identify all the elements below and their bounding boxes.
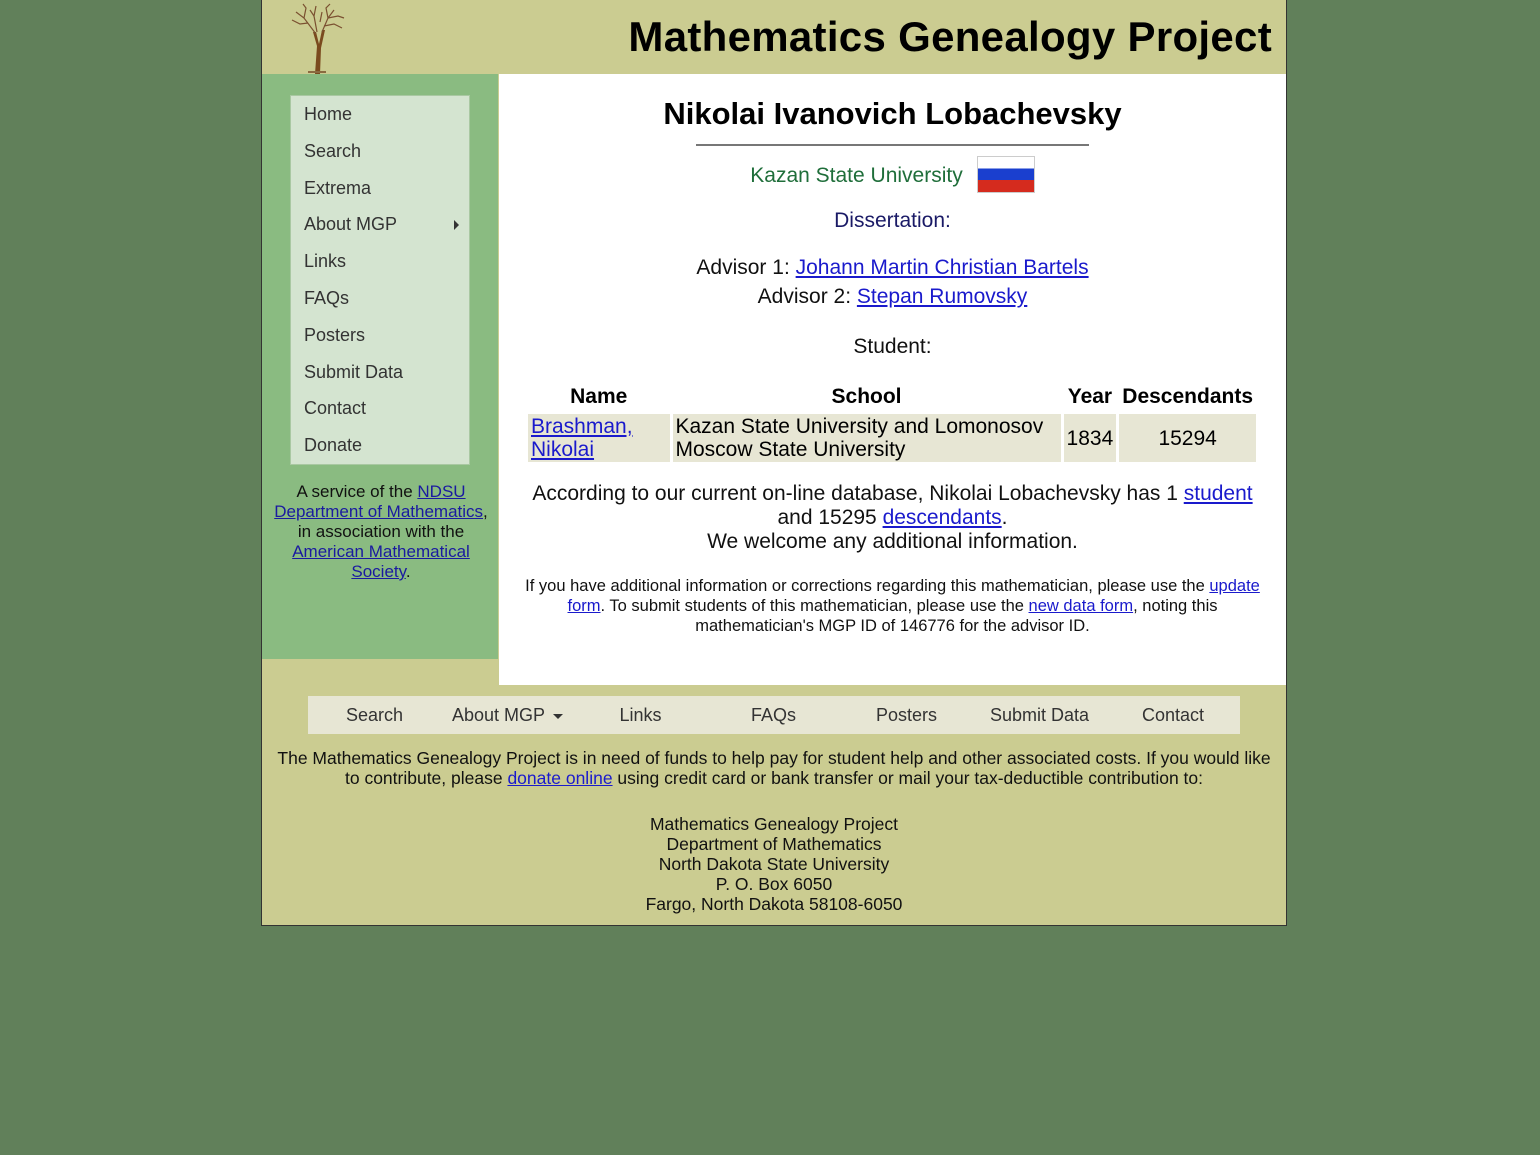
summary-text (519, 482, 1266, 554)
advisor-1-link[interactable]: Johann Martin Christian Bartels (795, 256, 1089, 279)
advisor-2-link[interactable]: Stepan Rumovsky (856, 285, 1028, 308)
sidebar-item-label: Home (304, 104, 353, 124)
column-header-descendants: Descendants (1122, 385, 1253, 408)
sidebar-item-label: Links (304, 251, 347, 272)
school-line (499, 160, 1286, 193)
funds-text-1: The Mathematics Genealogy Project is in need of funds to help pay for student help and other associated costs. If you would like to contribute, please (277, 748, 1271, 788)
sidebar-item-posters[interactable] (291, 317, 469, 354)
sidebar-item-extrema[interactable] (291, 170, 469, 207)
summary-text-2: and 15295 (777, 506, 883, 529)
footer-nav-posters[interactable] (840, 696, 973, 734)
russia-flag-icon (977, 156, 1035, 193)
footer-nav-about-mgp[interactable] (441, 696, 574, 734)
sidebar-item-label: Donate (304, 435, 363, 456)
note-text-3: , noting this mathematician's MGP ID of 146776 for the advisor ID. (695, 597, 1218, 635)
update-form-link[interactable]: update form (567, 577, 1260, 615)
site-title: Mathematics Genealogy Project (628, 13, 1272, 60)
table-header-row (528, 383, 1256, 411)
student-heading: Student: (853, 335, 932, 358)
sidebar-item-search[interactable] (291, 133, 469, 170)
mailing-address (262, 814, 1286, 914)
advisor-2 (499, 285, 1286, 309)
footer-nav-links[interactable] (574, 696, 707, 734)
student-descendants-cell: 15294 (1119, 414, 1256, 462)
advisor-2-label: Advisor 2: (757, 285, 857, 308)
sidebar-item-label: Extrema (304, 177, 372, 198)
sidebar-menu (290, 95, 470, 465)
footer-nav-label: Submit Data (989, 705, 1090, 725)
student-link[interactable]: Brashman, Nikolai (531, 415, 633, 461)
sidebar-item-label: Posters (304, 324, 366, 345)
sidebar-item-about-mgp[interactable] (291, 206, 469, 243)
column-header-year: Year (1067, 385, 1113, 408)
advisor-1 (499, 256, 1286, 280)
ams-link[interactable]: American Mathematical Society (292, 542, 470, 581)
caret-right-icon (454, 220, 459, 230)
sidebar-item-home[interactable] (291, 96, 469, 133)
caret-down-icon (553, 714, 563, 719)
sidebar-item-faqs[interactable] (291, 280, 469, 317)
donate-online-link[interactable]: donate online (507, 768, 613, 788)
service-middle: , in association with the (297, 502, 488, 541)
footer-nav-label: Contact (1141, 705, 1205, 725)
footer-nav-label: FAQs (750, 705, 796, 725)
dissertation-label: Dissertation: (834, 209, 951, 232)
student-school-cell: Kazan State University and Lomonosov Moscow State University (673, 414, 1061, 462)
footer-nav-search[interactable] (308, 696, 441, 734)
sidebar-item-donate[interactable] (291, 427, 469, 464)
name-divider (696, 144, 1089, 146)
footer-nav-contact[interactable] (1106, 696, 1240, 734)
footer-nav-label: Links (619, 705, 662, 725)
footer-nav (308, 696, 1240, 734)
advisor-1-label: Advisor 1: (696, 256, 796, 279)
sidebar-item-label: About MGP (304, 214, 398, 235)
summary-text-3: . (1001, 506, 1008, 529)
student-count-link[interactable]: student (1183, 482, 1253, 505)
ndsu-math-link[interactable]: NDSU Department of Mathematics (274, 482, 484, 521)
students-table (525, 380, 1259, 465)
summary-text-1: According to our current on-line database, Nikolai Lobachevsky has 1 (532, 482, 1184, 505)
footer-nav-faqs[interactable] (707, 696, 840, 734)
funds-note (272, 748, 1276, 788)
address-line: Mathematics Genealogy Project (649, 814, 899, 834)
address-line: Fargo, North Dakota 58108-6050 (645, 894, 903, 914)
address-line: Department of Mathematics (666, 834, 882, 854)
sidebar-item-submit-data[interactable] (291, 354, 469, 391)
sidebar-item-links[interactable] (291, 243, 469, 280)
tree-logo-icon[interactable] (286, 2, 348, 74)
update-note (519, 576, 1266, 636)
service-prefix: A service of the (296, 482, 418, 501)
page-container (261, 0, 1287, 926)
student-name-cell (528, 414, 670, 462)
sidebar-item-label: Submit Data (304, 361, 404, 382)
sidebar-item-label: Contact (304, 398, 367, 419)
student-year-cell: 1834 (1064, 414, 1117, 462)
footer-nav-submit-data[interactable] (973, 696, 1106, 734)
descendants-link[interactable]: descendants (882, 506, 1002, 529)
note-text-2: . To submit students of this mathematician, please use the (600, 597, 1029, 615)
service-note (270, 482, 492, 582)
footer-nav-label: Search (345, 705, 404, 725)
footer-nav-label: About MGP (451, 705, 546, 725)
column-header-name: Name (570, 385, 628, 408)
sidebar-item-label: FAQs (304, 287, 350, 308)
column-header-school: School (831, 385, 902, 408)
sidebar-item-label: Search (304, 140, 362, 161)
address-line: P. O. Box 6050 (715, 874, 833, 894)
funds-text-2: using credit card or bank transfer or mail your tax-deductible contribution to: (612, 768, 1203, 788)
main-content (499, 74, 1286, 685)
sidebar-item-contact[interactable] (291, 390, 469, 427)
school-name: Kazan State University (750, 164, 963, 188)
welcome-text: We welcome any additional information. (707, 530, 1078, 553)
footer-nav-label: Posters (875, 705, 938, 725)
mathematician-name: Nikolai Ivanovich Lobachevsky (663, 96, 1122, 131)
service-suffix: . (405, 562, 411, 581)
note-text-1: If you have additional information or corrections regarding this mathematician, please use the (525, 577, 1210, 595)
address-line: North Dakota State University (658, 854, 890, 874)
site-header (262, 0, 1286, 74)
table-row (528, 414, 1256, 462)
new-data-form-link[interactable]: new data form (1028, 597, 1134, 615)
sidebar (262, 74, 498, 659)
